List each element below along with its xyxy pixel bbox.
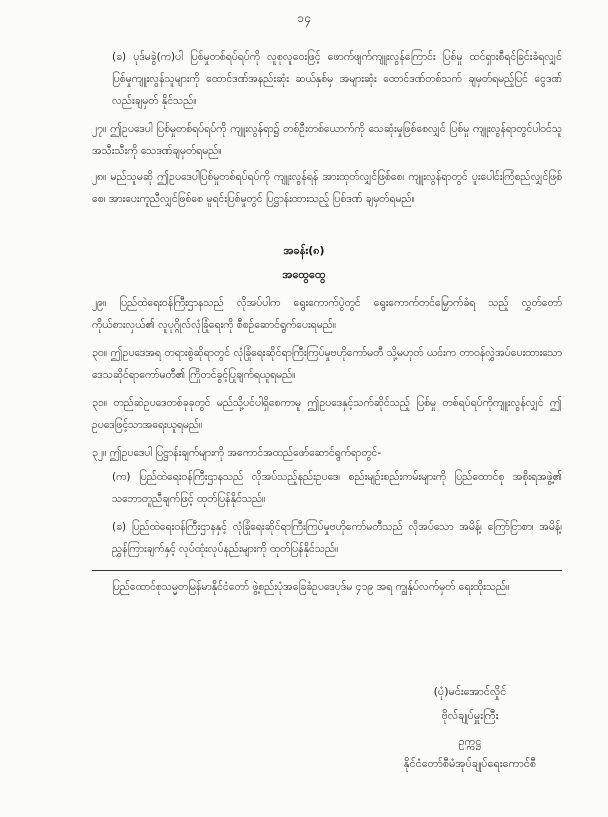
paragraph-30 <box>92 342 562 386</box>
signature-name: (ပုံ)မင်းအောင်လှိုင် <box>433 685 507 698</box>
paragraph-number: ၃၁။ <box>92 397 107 409</box>
paragraph-text: ပြည်ထဲရေးဝန်ကြီးဌာနသည် လိုအပ်ပါက ရွေးကောက်ပွဲတွင် ရွေးကောက်တင်မြှောက်ခံရ သည့် လွှတ်တော်ကိုယ်စားလှယ်၏ လူပုဂ္ဂိုလ်လုံခြုံရေးကို စီစဉ်ဆောင်ရွက်ပေးရမည်။ <box>92 297 563 331</box>
paragraph-text: ပုဒ်မခွဲ(က)ပါ ပြစ်မှုတစ်ရပ်ရပ်ကို လူစုလူဝေးဖြင့် ဖောက်ဖျက်ကျူးလွန်ကြောင်း ပြစ်မှု ထင်ရှားစီရင်ခြင်းခံရလျှင် ပြစ်မှုကျူးလွန်သူများကို ထောင်ဒဏ်အနည်းဆုံး ဆယ်နှစ်မှ အများဆုံး ထောင်ဒဏ်တစ်သက် ချမှတ်ရမည့်ပြင် ငွေဒဏ်လည်းချမှတ် နိုင်သည်။ <box>112 51 562 107</box>
paragraph-number: ၃၀။ <box>92 347 107 359</box>
closing-statement: ပြည်ထောင်စုသမ္မတမြန်မာနိုင်ငံတော် ဖွဲ့စည်းပုံအခြေခံဥပဒေပုဒ်မ ၄၁၉ အရ ကျွန်ုပ်လက်မှတ် ရေးထိုးသည်။ <box>112 581 510 593</box>
paragraph-number: ၂၇။ <box>92 123 107 135</box>
signature-rank: ဗိုလ်ချုပ်မှူးကြီး <box>441 709 499 722</box>
paragraph-text: တည်ဆဲဥပဒေတစ်ခုခုတွင် မည်သို့ပင်ပါရှိစေကာမူ ဤဥပဒေနှင့်သက်ဆိုင်သည့် ပြစ်မှု တစ်ရပ်ရပ်ကိုကျူးလွန်လျှင် ဤဥပဒေဖြင့်သာအရေးယူရမည်။ <box>92 397 562 431</box>
paragraph-text: ဤဥပဒေပါ ပြစ်မှုတစ်ရပ်ရပ်ကို ကျူးလွန်ရာ၌ တစ်ဦးတစ်ယောက်ကို သေဆုံးမှုဖြစ်စေလျှင် ပြစ်မှု ကျူးလွန်ရာတွင်ပါဝင်သူအသီးသီးကို သေဒဏ်ချမှတ်ရမည်။ <box>92 123 562 157</box>
paragraph-number: ၃၂။ <box>92 447 107 459</box>
paragraph-32 <box>92 442 562 464</box>
sub-item-b <box>112 516 562 560</box>
paragraph-text: ဤဥပဒေအရ တရားစွဲဆိုရာတွင် လုံခြုံရေးဆိုင်ရာကြီးကြပ်မှုဗဟိုကော်မတီ သို့မဟုတ် ယင်းက တာဝန်လွှဲအပ်ပေးထားသော ဒေသဆိုင်ရာကော်မတီ၏ ကြိုတင်ခွင့်ပြုချက်ရယူရမည်။ <box>92 347 563 381</box>
paragraph-text: မည်သူမဆို ဤဥပဒေပါပြစ်မှုတစ်ရပ်ရပ်ကို ကျူးလွန်ရန် အားထုတ်လျှင်ဖြစ်စေ၊ ကျူးလွန်ရာတွင် ပူးပေါင်းကြံစည်လျှင်ဖြစ်စေ၊ အားပေးကူညီလျှင်ဖြစ်စေ မူရင်းပြစ်မှုတွင် ပြဋ္ဌာန်းထားသည့် ပြစ်ဒဏ် ချမှတ်ရမည်။ <box>92 171 562 205</box>
paragraph-number: ၂၈။ <box>92 171 107 183</box>
paragraph-27 <box>92 118 562 162</box>
sub-item-text: ပြည်ထဲရေးဝန်ကြီးဌာနသည် လိုအပ်သည့်နည်းဥပဒေ၊ စည်းမျဉ်းစည်းကမ်းများကို ပြည်ထောင်စု အစိုးရအဖွဲ့၏ သဘောတူညီချက်ဖြင့် ထုတ်ပြန်နိုင်သည်။ <box>112 471 562 505</box>
signature-title: ဥက္ကဋ္ဌ <box>458 735 482 748</box>
sub-item-number: (က) <box>112 471 131 483</box>
paragraph-29 <box>92 292 562 336</box>
paragraph-31 <box>92 392 562 436</box>
paragraph-28 <box>92 166 562 210</box>
page-number: ၁၄ <box>297 11 311 25</box>
paragraph-number: (ခ) <box>112 51 127 63</box>
sub-item-a <box>112 466 562 510</box>
chapter-title: အခန်း(၈) <box>283 244 325 257</box>
separator-line <box>92 570 562 571</box>
paragraph-26b <box>112 46 562 112</box>
chapter-subtitle: အထွေထွေ <box>282 268 326 281</box>
sub-item-number: (ခ) <box>112 521 127 533</box>
signature-organization: နိုင်ငံတော်စီမံအုပ်ချုပ်ရေးကောင်စီ <box>403 757 537 770</box>
sub-item-text: ပြည်ထဲရေးဝန်ကြီးဌာနနှင့် လုံခြုံရေးဆိုင်ရာကြီးကြပ်မှုဗဟိုကော်မတီသည် လိုအပ်သော အမိန့်၊ ကြော်ငြာစာ၊ အမိန့်၊ ညွှန်ကြားချက်နှင့် လုပ်ထုံးလုပ်နည်းများကို ထုတ်ပြန်နိုင်သည်။ <box>112 521 563 555</box>
paragraph-text: ဤဥပဒေပါ ပြဋ္ဌာန်းချက်များကို အကောင်အထည်ဖော်ဆောင်ရွက်ရာတွင်- <box>109 447 382 459</box>
paragraph-number: ၂၉။ <box>92 297 107 309</box>
